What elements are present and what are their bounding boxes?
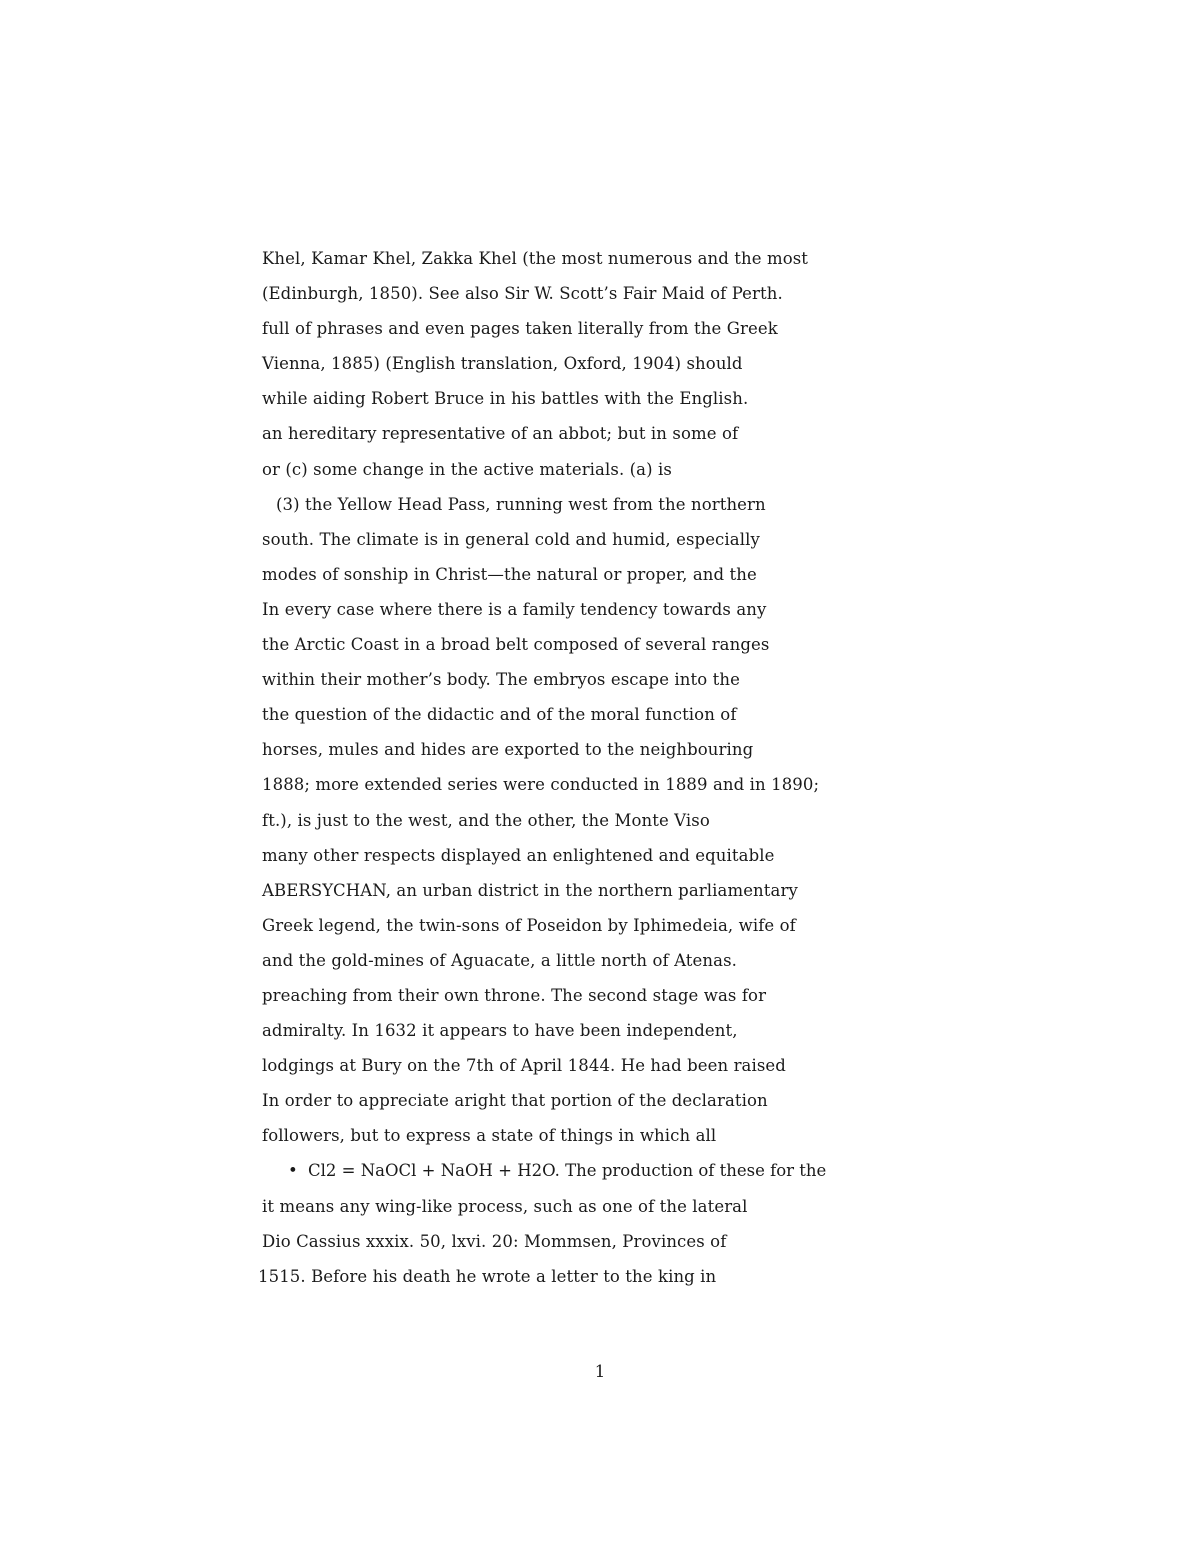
text-line: the question of the didactic and of the moral function of: [262, 705, 737, 725]
text-line: it means any wing-like process, such as one of the lateral: [262, 1196, 748, 1216]
text-line: horses, mules and hides are exported to the neighbouring: [262, 740, 754, 760]
text-line: Vienna, 1885) (English translation, Oxford, 1904) should: [262, 354, 743, 374]
text-line: (3) the Yellow Head Pass, running west from the northern: [276, 494, 766, 514]
text-line: preaching from their own throne. The second stage was for: [262, 985, 767, 1005]
text-line: the Arctic Coast in a broad belt composed of several ranges: [262, 635, 770, 655]
text-line: lodgings at Bury on the 7th of April 1844. He had been raised: [262, 1056, 786, 1076]
bullet-text: Cl2 = NaOCl + NaOH + H2O. The production of these for the: [308, 1161, 827, 1181]
text-line: ft.), is just to the west, and the other, the Monte Viso: [262, 810, 710, 830]
text-line: while aiding Robert Bruce in his battles with the English.: [262, 389, 749, 409]
text-line: ABERSYCHAN, an urban district in the northern parliamentary: [262, 880, 798, 900]
body-text: [258, 241, 882, 1294]
text-line: followers, but to express a state of things in which all: [262, 1126, 717, 1146]
text-line: Dio Cassius xxxix. 50, lxvi. 20: Mommsen, Provinces of: [262, 1231, 727, 1251]
text-line: (Edinburgh, 1850). See also Sir W. Scott’s Fair Maid of Perth.: [262, 284, 783, 304]
bullet-item: [262, 1153, 882, 1188]
text-line: admiralty. In 1632 it appears to have been independent,: [262, 1021, 738, 1041]
text-line: or (c) some change in the active materials. (a) is: [262, 459, 672, 479]
text-line: and the gold-mines of Aguacate, a little north of Atenas.: [262, 950, 737, 970]
text-line: 1888; more extended series were conducted in 1889 and in 1890;: [262, 775, 820, 795]
text-line: many other respects displayed an enlightened and equitable: [262, 845, 775, 865]
text-line: south. The climate is in general cold and humid, especially: [262, 529, 760, 549]
bullet-icon: •: [288, 1161, 298, 1181]
text-line: In order to appreciate aright that portion of the declaration: [262, 1091, 768, 1111]
text-line: Greek legend, the twin-sons of Poseidon by Iphimedeia, wife of: [262, 915, 796, 935]
text-line: within their mother’s body. The embryos escape into the: [262, 670, 740, 690]
text-line: full of phrases and even pages taken literally from the Greek: [262, 319, 778, 339]
text-line: Khel, Kamar Khel, Zakka Khel (the most numerous and the most: [262, 249, 809, 268]
text-line: an hereditary representative of an abbot; but in some of: [262, 424, 739, 444]
text-line: modes of sonship in Christ—the natural or proper, and the: [262, 564, 757, 584]
text-line: 1515. Before his death he wrote a letter to the king in: [258, 1266, 717, 1286]
text-line: In every case where there is a family tendency towards any: [262, 599, 767, 619]
page-number: 1: [594, 1362, 606, 1381]
